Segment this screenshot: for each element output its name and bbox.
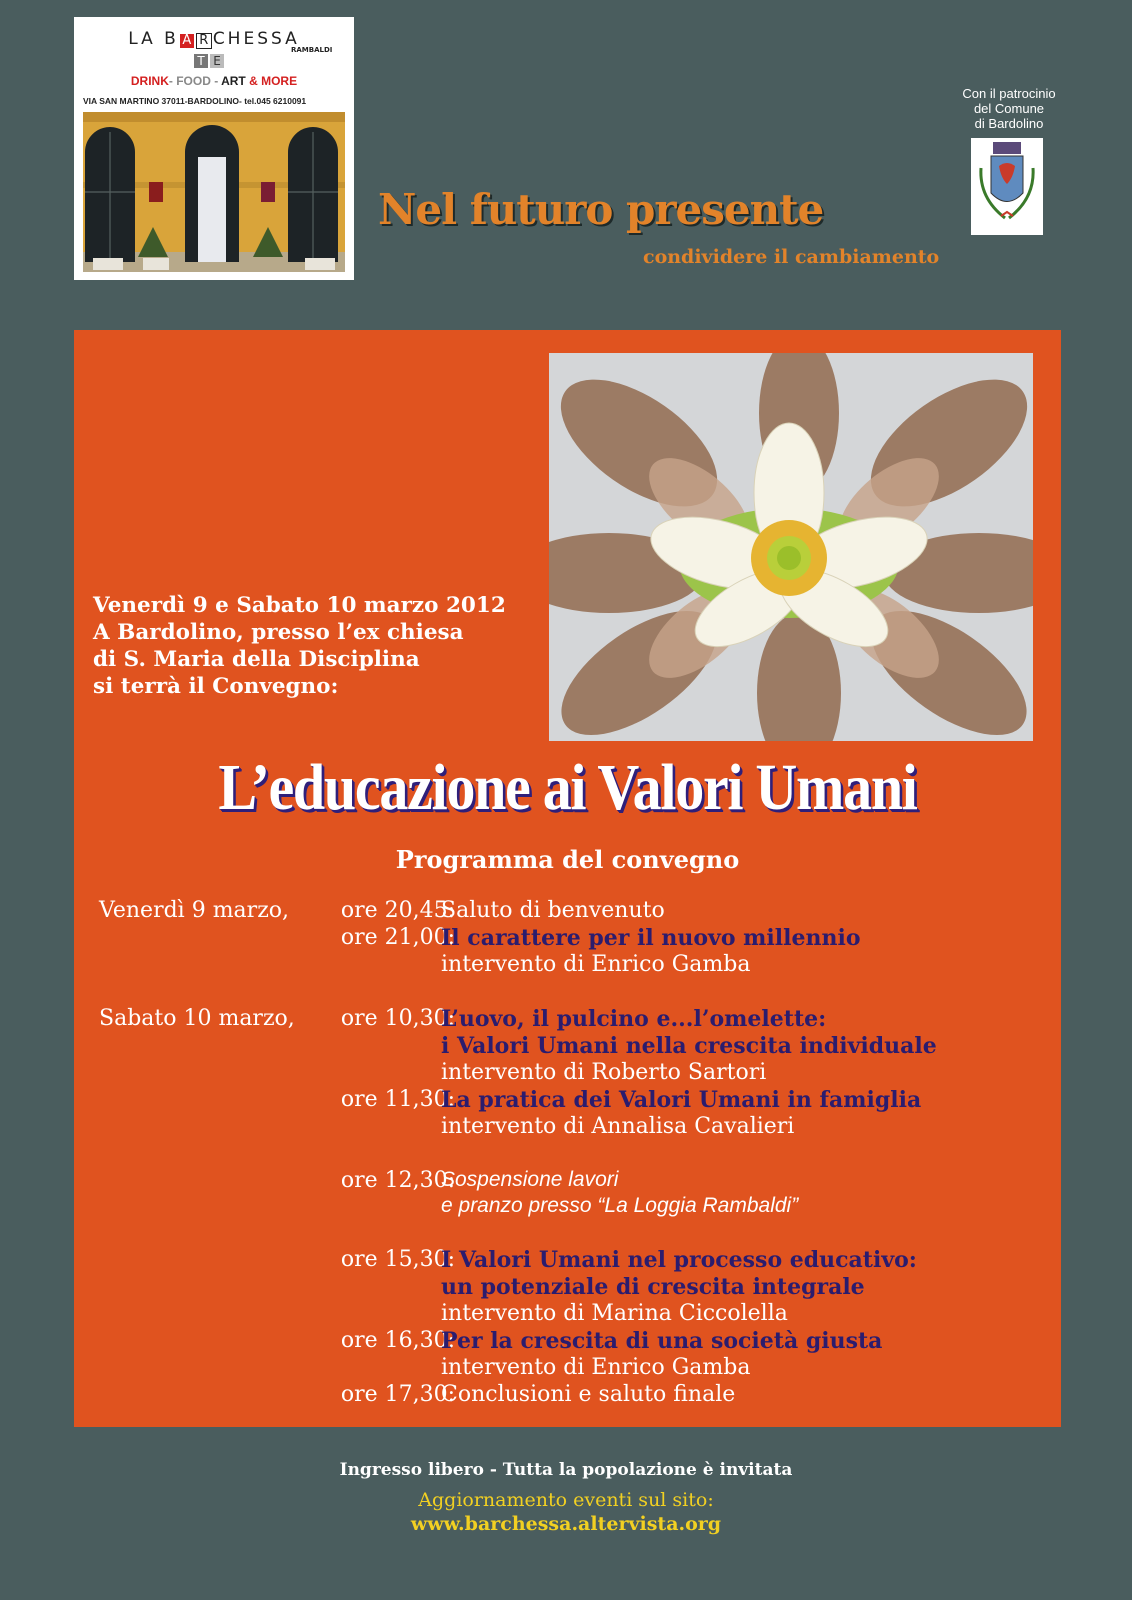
program-speaker: intervento di Roberto Sartori	[441, 1060, 767, 1085]
headline: Nel futuro presente	[378, 185, 824, 234]
program-time: ore 17,30:	[340, 1382, 455, 1407]
program-title: Programma del convegno	[395, 845, 740, 874]
program-talk: Il carattere per il nuovo millennio	[441, 925, 861, 951]
program-text: Saluto di benvenuto	[441, 898, 665, 923]
free-entry-note: Ingresso libero - Tutta la popolazione è invitata	[339, 1460, 793, 1480]
intro-line: si terrà il Convegno:	[93, 674, 339, 699]
intro-line: di S. Maria della Disciplina	[93, 647, 420, 672]
program-time: ore 10,30:	[340, 1006, 455, 1031]
program-row	[74, 1355, 1061, 1382]
program-panel	[74, 330, 1061, 1427]
program-row	[74, 1274, 1061, 1301]
program-talk: un potenziale di crescita integrale	[441, 1274, 865, 1300]
website-link[interactable]: www.barchessa.altervista.org	[410, 1513, 722, 1535]
barchessa-brand: LA B A R CHESSA	[128, 29, 300, 49]
barchessa-logo-card	[74, 17, 354, 280]
program-speaker: intervento di Annalisa Cavalieri	[441, 1114, 795, 1139]
program-row	[74, 1114, 1061, 1141]
program-text: Conclusioni e saluto finale	[441, 1382, 736, 1407]
bardolino-crest-icon	[971, 138, 1043, 235]
program-talk: La pratica dei Valori Umani in famiglia	[441, 1087, 922, 1113]
program-break: e pranzo presso “La Loggia Rambaldi”	[441, 1194, 799, 1217]
program-talk: L’uovo, il pulcino e...l’omelette:	[441, 1006, 827, 1032]
program-row	[74, 1247, 1061, 1274]
subheadline: condividere il cambiamento	[643, 246, 940, 268]
program-talk: i Valori Umani nella crescita individuale	[441, 1033, 937, 1059]
barchessa-sub: RAMBALDI	[291, 46, 333, 54]
program-row	[74, 1328, 1061, 1355]
program-time: ore 21,00:	[340, 925, 455, 950]
program-speaker: intervento di Marina Ciccolella	[441, 1301, 788, 1326]
program-time: ore 11,30:	[340, 1087, 455, 1112]
program-time: ore 15,30:	[340, 1247, 455, 1272]
program-row	[74, 898, 1061, 925]
program-row	[74, 1006, 1061, 1033]
program-row	[74, 1033, 1061, 1060]
program-talk: Per la crescita di una società giusta	[441, 1328, 883, 1354]
program-row	[74, 1168, 1061, 1195]
program-row	[74, 952, 1061, 979]
program-time: ore 12,30:	[340, 1168, 455, 1193]
intro-line: Venerdì 9 e Sabato 10 marzo 2012	[93, 593, 506, 618]
program-row	[74, 1301, 1061, 1328]
program-row	[74, 1194, 1061, 1221]
barchessa-brand-te: T E	[194, 54, 226, 68]
program-speaker: intervento di Enrico Gamba	[441, 952, 751, 977]
update-note: Aggiornamento eventi sul sito:	[418, 1489, 714, 1511]
program-break: Sospensione lavori	[441, 1168, 619, 1191]
barchessa-tagline: DRINK- FOOD - ART & MORE	[130, 74, 298, 88]
program-time: ore 16,30:	[340, 1328, 455, 1353]
program-day: Venerdì 9 marzo,	[99, 898, 290, 923]
program-day: Sabato 10 marzo,	[99, 1006, 295, 1031]
program-row	[74, 1060, 1061, 1087]
program-time: ore 20,45:	[340, 898, 455, 923]
hands-flower-image	[549, 353, 1033, 741]
patronage-text	[946, 86, 1072, 131]
program-row	[74, 1382, 1061, 1409]
program-row	[74, 925, 1061, 952]
patronage-line: Con il patrocinio	[962, 86, 1056, 101]
program-talk: I Valori Umani nel processo educativo:	[441, 1247, 917, 1273]
program-row	[74, 1087, 1061, 1114]
program-speaker: intervento di Enrico Gamba	[441, 1355, 751, 1380]
building-facade-image	[83, 112, 345, 272]
patronage-line: di Bardolino	[974, 116, 1044, 131]
patronage-line: del Comune	[973, 101, 1045, 116]
barchessa-address: VIA SAN MARTINO 37011-BARDOLINO- tel.045 6210091	[83, 96, 307, 106]
intro-line: A Bardolino, presso l’ex chiesa	[93, 620, 464, 645]
event-title: L’educazione ai Valori Umani	[218, 751, 917, 824]
